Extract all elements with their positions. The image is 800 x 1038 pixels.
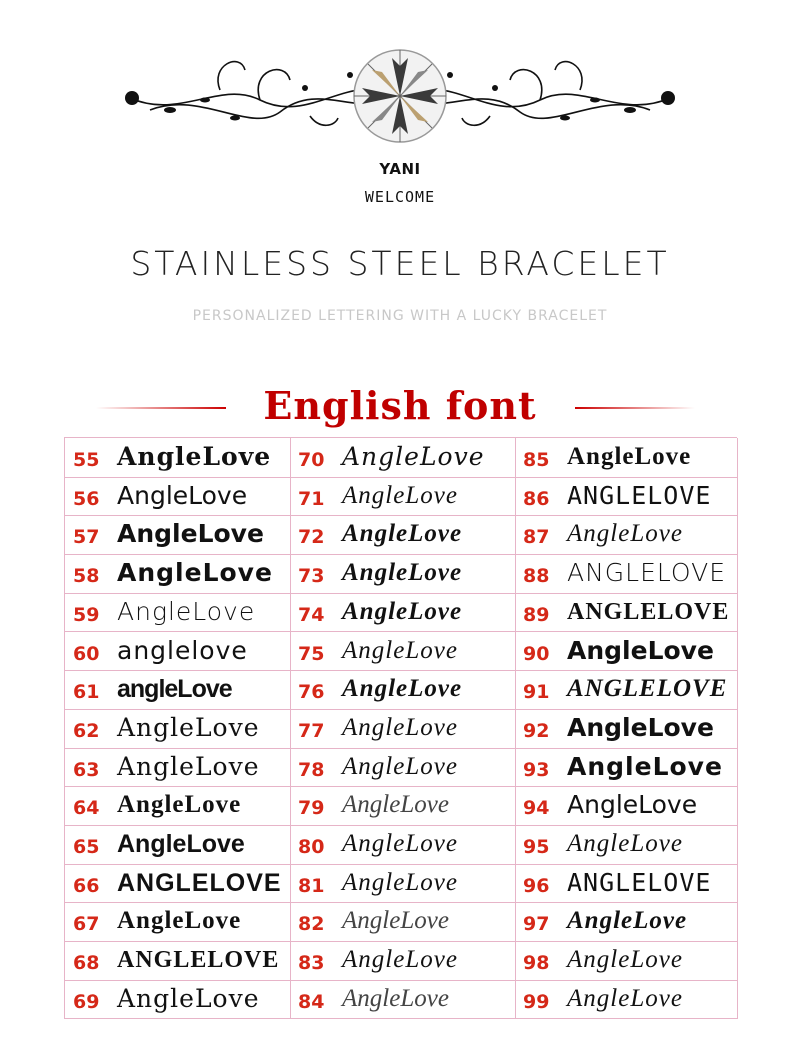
font-sample-text: AngleLove <box>342 791 449 819</box>
font-sample-text: AngleLove <box>342 907 449 935</box>
welcome-text: WELCOME <box>364 188 436 206</box>
font-sample-cell[interactable] <box>515 593 737 631</box>
font-sample-cell[interactable] <box>65 593 290 631</box>
font-number: 88 <box>523 565 550 588</box>
font-sample-cell[interactable] <box>65 902 290 940</box>
font-sample-text: AngleLove <box>567 907 688 935</box>
font-sample-text: AngleLove <box>342 830 458 857</box>
font-sample-cell[interactable] <box>515 864 737 902</box>
font-sample-text: AngleLove <box>342 946 458 974</box>
font-number: 63 <box>73 758 100 781</box>
font-sample-text: AngleLove <box>342 442 485 471</box>
font-sample-text: ANGLELOVE <box>567 480 712 510</box>
font-number: 69 <box>73 990 100 1013</box>
font-sample-text: AngleLove <box>342 752 458 780</box>
font-sample-text: AngleLove <box>342 520 463 548</box>
font-sample-cell[interactable] <box>290 941 515 979</box>
font-number: 61 <box>73 681 100 704</box>
font-sample-text: AngleLove <box>567 984 683 1012</box>
font-number: 99 <box>523 990 550 1013</box>
column-divider <box>737 438 738 1019</box>
font-number: 89 <box>523 603 550 626</box>
font-sample-text: AngleLove <box>342 675 463 703</box>
font-sample-text: AngleLove <box>342 481 458 509</box>
font-sample-cell[interactable] <box>65 477 290 515</box>
font-number: 80 <box>298 836 325 858</box>
font-sample-cell[interactable] <box>290 748 515 786</box>
font-number: 57 <box>73 526 100 549</box>
font-number: 79 <box>298 797 325 820</box>
font-sample-cell[interactable] <box>515 477 737 515</box>
font-number: 66 <box>73 874 100 897</box>
font-sample-cell[interactable] <box>290 709 515 747</box>
font-number: 56 <box>73 487 100 510</box>
font-number: 87 <box>523 526 550 549</box>
font-sample-cell[interactable] <box>515 786 737 824</box>
font-sample-text: anglelove <box>117 635 248 665</box>
font-sample-text: AngleLove <box>117 791 242 819</box>
font-sample-text: ANGLELOVE <box>567 867 712 897</box>
font-number: 76 <box>298 681 325 704</box>
section-title: English font <box>263 383 537 428</box>
font-sample-cell[interactable] <box>65 864 290 902</box>
font-number: 78 <box>298 758 325 781</box>
font-sample-text: AngleLove <box>342 984 449 1012</box>
font-number: 96 <box>523 874 550 897</box>
font-number: 81 <box>298 874 325 897</box>
font-number: 86 <box>523 487 550 510</box>
font-sample-text: AngleLove <box>117 983 260 1013</box>
font-sample-cell[interactable] <box>65 670 290 708</box>
font-number: 72 <box>298 526 325 549</box>
font-sample-text: AngleLove <box>117 830 245 858</box>
font-number: 68 <box>73 952 100 975</box>
font-sample-cell[interactable] <box>515 902 737 940</box>
font-sample-cell[interactable] <box>515 941 737 979</box>
font-sample-text: AngleLove <box>567 520 683 548</box>
font-sample-text: AngleLove <box>117 480 248 510</box>
font-number: 90 <box>523 642 550 665</box>
font-sample-cell[interactable] <box>515 670 737 708</box>
font-sample-cell[interactable] <box>515 515 737 553</box>
font-sample-cell[interactable] <box>515 748 737 786</box>
font-sample-text: angleLove <box>117 675 232 704</box>
brand-name: YANI <box>379 160 421 178</box>
font-sample-cell[interactable] <box>290 786 515 824</box>
font-sample-text: ANGLELOVE <box>117 947 280 974</box>
font-sample-text: ANGLELOVE <box>567 558 727 588</box>
font-sample-cell[interactable] <box>65 709 290 747</box>
font-number: 62 <box>73 719 100 742</box>
font-sample-text: AngleLove <box>567 790 698 820</box>
font-sample-text: AngleLove <box>342 559 463 587</box>
font-sample-cell[interactable] <box>515 438 737 476</box>
font-number: 84 <box>298 990 325 1013</box>
font-sample-cell[interactable] <box>290 825 515 863</box>
font-number: 55 <box>73 449 100 471</box>
font-sample-text: AngleLove <box>342 636 458 664</box>
font-sample-text: AngleLove <box>567 712 714 742</box>
font-sample-cell[interactable] <box>65 825 290 863</box>
floral-banner <box>110 30 690 160</box>
font-sample-text: AngleLove <box>117 907 242 935</box>
page-subtitle: PERSONALIZED LETTERING WITH A LUCKY BRACELET <box>192 308 608 324</box>
font-number: 67 <box>73 913 100 936</box>
font-sample-cell[interactable] <box>290 632 515 670</box>
font-sample-text: ANGLELOVE <box>567 675 728 703</box>
font-number: 70 <box>298 449 325 471</box>
font-number: 98 <box>523 952 550 975</box>
font-sample-cell[interactable] <box>65 941 290 979</box>
font-sample-text: AngleLove <box>567 635 714 665</box>
font-sample-text: ANGLELOVE <box>567 598 730 625</box>
font-sample-text: AngleLove <box>117 558 273 588</box>
font-sample-cell[interactable] <box>515 980 737 1018</box>
font-sample-cell[interactable] <box>290 593 515 631</box>
page-title: STAINLESS STEEL BRACELET <box>130 244 670 283</box>
font-sample-cell[interactable] <box>290 980 515 1018</box>
font-sample-cell[interactable] <box>290 438 515 476</box>
font-sample-cell[interactable] <box>65 438 290 476</box>
font-number: 85 <box>523 449 550 471</box>
font-sample-cell[interactable] <box>290 477 515 515</box>
font-sample-cell[interactable] <box>290 554 515 592</box>
font-number: 75 <box>298 642 325 665</box>
font-number: 91 <box>523 681 550 704</box>
font-table <box>64 437 737 1019</box>
font-number: 83 <box>298 952 325 975</box>
font-number: 97 <box>523 913 550 936</box>
font-number: 58 <box>73 565 100 588</box>
font-sample-text: AngleLove <box>342 868 458 896</box>
font-sample-text: AngleLove <box>117 442 272 471</box>
font-number: 74 <box>298 603 325 626</box>
font-number: 77 <box>298 719 325 742</box>
font-number: 60 <box>73 642 100 665</box>
font-sample-cell[interactable] <box>290 864 515 902</box>
font-sample-text: AngleLove <box>567 830 683 857</box>
font-sample-text: AngleLove <box>342 713 458 741</box>
font-sample-text: AngleLove <box>567 443 692 470</box>
font-number: 95 <box>523 836 550 858</box>
font-sample-cell[interactable] <box>290 902 515 940</box>
font-sample-text: AngleLove <box>117 596 256 626</box>
font-sample-cell[interactable] <box>515 709 737 747</box>
font-number: 92 <box>523 719 550 742</box>
font-number: 73 <box>298 565 325 588</box>
font-sample-text: AngleLove <box>117 751 260 781</box>
font-sample-cell[interactable] <box>65 515 290 553</box>
font-number: 59 <box>73 603 100 626</box>
font-sample-text: AngleLove <box>117 712 260 742</box>
font-sample-cell[interactable] <box>515 554 737 592</box>
font-sample-text: AngleLove <box>117 519 264 549</box>
font-sample-cell[interactable] <box>515 632 737 670</box>
font-number: 64 <box>73 797 100 820</box>
font-number: 82 <box>298 913 325 936</box>
font-sample-text: AngleLove <box>567 751 723 781</box>
font-sample-cell[interactable] <box>65 748 290 786</box>
font-number: 71 <box>298 487 325 510</box>
font-sample-cell[interactable] <box>65 980 290 1018</box>
diamond-ornament <box>354 50 446 142</box>
font-sample-text: AngleLove <box>567 946 683 974</box>
font-sample-cell[interactable] <box>515 825 737 863</box>
font-sample-text: ANGLELOVE <box>117 868 282 897</box>
font-sample-cell[interactable] <box>65 632 290 670</box>
font-sample-cell[interactable] <box>65 786 290 824</box>
font-sample-cell[interactable] <box>290 670 515 708</box>
font-sample-cell[interactable] <box>290 515 515 553</box>
font-number: 65 <box>73 836 100 858</box>
font-number: 93 <box>523 758 550 781</box>
font-sample-text: AngleLove <box>342 597 463 625</box>
font-number: 94 <box>523 797 550 820</box>
font-sample-cell[interactable] <box>65 554 290 592</box>
